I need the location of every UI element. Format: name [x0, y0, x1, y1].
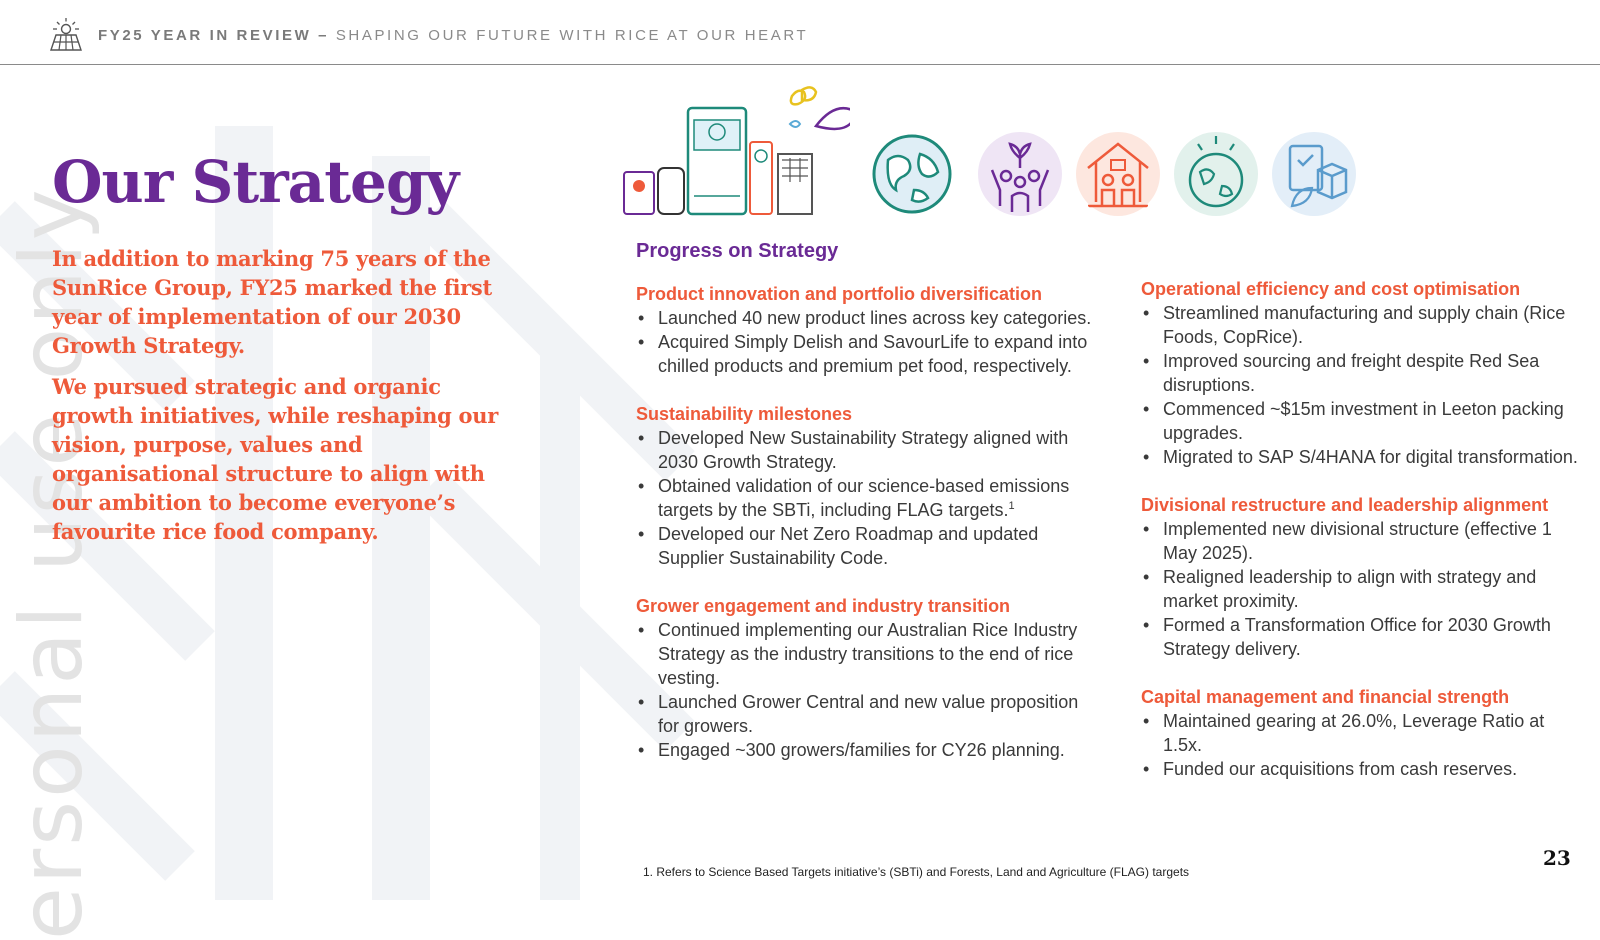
list-item: • Realigned leadership to align with strategy and market proximity.	[1141, 565, 1581, 613]
section-heading: Sustainability milestones	[636, 404, 853, 424]
sun-globe-icon	[1172, 130, 1260, 218]
list-item: • Maintained gearing at 26.0%, Leverage Ratio at 1.5x.	[1141, 709, 1581, 757]
section-heading: Product innovation and portfolio diversification	[636, 284, 1043, 304]
bullet-list	[636, 426, 1096, 570]
list-item: • Developed our Net Zero Roadmap and updated Supplier Sustainability Code.	[636, 522, 1096, 570]
strategy-column-right	[1141, 277, 1581, 805]
bullet-list	[636, 306, 1096, 378]
header-title: FY25 YEAR IN REVIEW – SHAPING OUR FUTURE WITH RICE AT OUR HEART	[98, 27, 809, 44]
list-item: • Streamlined manufacturing and supply chain (Rice Foods, CopRice).	[1141, 301, 1581, 349]
list-item: • Commenced ~$15m investment in Leeton packing upgrades.	[1141, 397, 1581, 445]
list-item: • Improved sourcing and freight despite Red Sea disruptions.	[1141, 349, 1581, 397]
section-heading: Divisional restructure and leadership alignment	[1141, 495, 1549, 515]
section-heading: Grower engagement and industry transition	[636, 596, 1011, 616]
list-item: • Funded our acquisitions from cash reserves.	[1141, 757, 1581, 781]
home-family-icon	[1074, 130, 1162, 218]
section-heading: Capital management and financial strength	[1141, 687, 1510, 707]
list-item: • Obtained validation of our science-based emissions targets by the SBTi, including FLAG targets.$^1$	[636, 474, 1096, 522]
bullet-list	[1141, 709, 1581, 781]
rice-field-sun-icon	[48, 16, 84, 52]
intro-text	[52, 244, 522, 558]
list-item: • Migrated to SAP S/4HANA for digital transformation.	[1141, 445, 1581, 469]
bullet-list	[636, 618, 1096, 762]
globe-icon	[868, 130, 956, 218]
bullet-list	[1141, 517, 1581, 661]
products-icon	[620, 86, 850, 222]
community-icon	[976, 130, 1064, 218]
strategy-column-left	[636, 282, 1096, 786]
page-title: Our Strategy	[52, 148, 459, 216]
section-heading: Operational efficiency and cost optimisation	[1141, 279, 1521, 299]
footnote-marker: 1	[1008, 500, 1015, 512]
progress-title: Progress on Strategy	[636, 240, 839, 262]
supply-checklist-icon	[1270, 130, 1358, 218]
list-item: • Formed a Transformation Office for 2030 Growth Strategy delivery.	[1141, 613, 1581, 661]
watermark-text: ersonal use only	[2, 186, 102, 940]
header-bar	[0, 0, 1600, 65]
footnote: 1. Refers to Science Based Targets initiative’s (SBTi) and Forests, Land and Agriculture (FLAG) targets	[643, 865, 1190, 879]
list-item: • Launched Grower Central and new value proposition for growers.	[636, 690, 1096, 738]
strategy-icon-strip	[620, 86, 1380, 226]
list-item: • Implemented new divisional structure (effective 1 May 2025).	[1141, 517, 1581, 565]
bullet-list	[1141, 301, 1581, 469]
list-item: • Developed New Sustainability Strategy aligned with 2030 Growth Strategy.	[636, 426, 1096, 474]
list-item: • Launched 40 new product lines across key categories.	[636, 306, 1096, 330]
page-number: 23	[1543, 846, 1571, 870]
list-item: • Engaged ~300 growers/families for CY26 planning.	[636, 738, 1096, 762]
intro-paragraph-2: We pursued strategic and organic growth initiatives, while reshaping our vision, purpose, values and organisational structure to align with our ambition to become everyone’s favourite rice food company.	[52, 374, 498, 544]
list-item: • Continued implementing our Australian Rice Industry Strategy as the industry transitions to the end of rice vesting.	[636, 618, 1096, 690]
intro-paragraph-1: In addition to marking 75 years of the SunRice Group, FY25 marked the first year of implementation of our 2030 Growth Strategy.	[52, 246, 492, 358]
list-item: • Acquired Simply Delish and SavourLife to expand into chilled products and premium pet food, respectively.	[636, 330, 1096, 378]
